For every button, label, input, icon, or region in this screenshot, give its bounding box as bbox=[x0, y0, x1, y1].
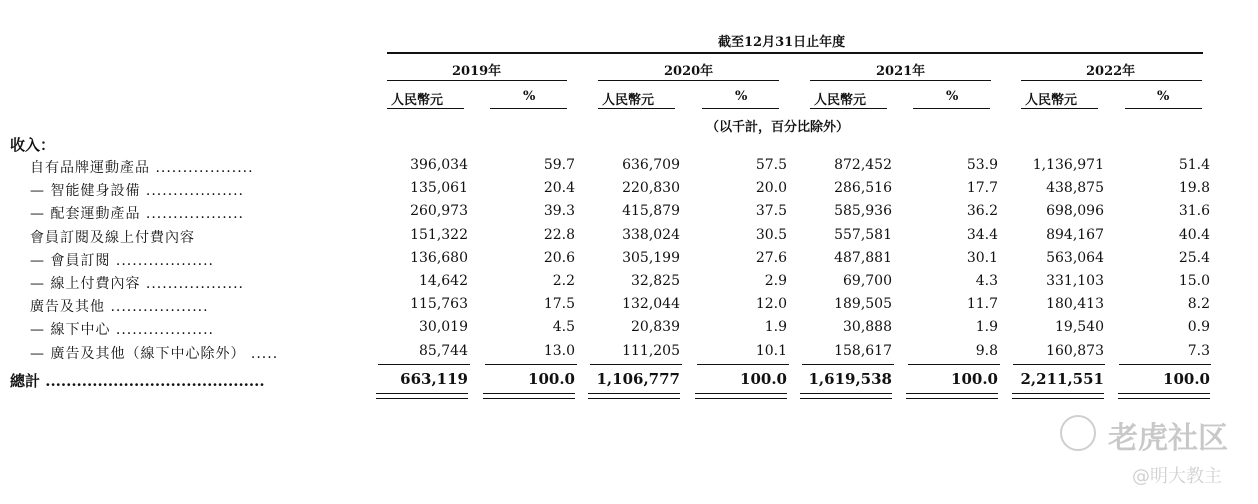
cell-percent: 40.4 bbox=[1178, 226, 1210, 243]
total-percent: 100.0 bbox=[951, 370, 998, 388]
cell-percent: 20.0 bbox=[755, 180, 787, 197]
double-rule-line bbox=[1012, 398, 1104, 399]
pre-total-rule-2022-rmb bbox=[1013, 364, 1105, 365]
double-rule-line bbox=[800, 393, 892, 394]
total-percent: 100.0 bbox=[528, 370, 575, 388]
cell-amount: 85,744 bbox=[419, 342, 468, 359]
cell-amount: 135,061 bbox=[410, 180, 468, 197]
cell-amount: 585,936 bbox=[834, 203, 892, 220]
cell-percent: 2.2 bbox=[552, 273, 575, 289]
row-label: — 線下中心 .................. bbox=[30, 322, 215, 339]
double-rule-line bbox=[1012, 393, 1104, 394]
pre-total-rule-2021-rmb bbox=[802, 364, 894, 365]
cell-amount: 396,034 bbox=[410, 157, 468, 173]
cell-amount: 894,167 bbox=[1046, 226, 1104, 243]
year-rule-2021 bbox=[810, 80, 991, 81]
watermark-author: @明大教主 bbox=[1132, 466, 1222, 487]
sub-rule-2021-pct bbox=[913, 108, 990, 109]
total-percent: 100.0 bbox=[1163, 370, 1210, 388]
total-amount: 1,106,777 bbox=[596, 370, 680, 388]
row-label: — 配套運動產品 .................. bbox=[30, 206, 245, 223]
sub-rule-2020-rmb bbox=[598, 108, 675, 109]
cell-percent: 25.4 bbox=[1178, 249, 1210, 266]
cell-amount: 136,680 bbox=[410, 249, 468, 266]
double-rule-line bbox=[906, 398, 998, 399]
row-label: 會員訂閱及線上付費內容 bbox=[30, 229, 195, 246]
cell-percent: 53.9 bbox=[966, 157, 998, 173]
double-rule-line bbox=[588, 393, 680, 394]
unit-note: （以千計，百分比除外） bbox=[706, 120, 850, 135]
cell-percent: 7.3 bbox=[1187, 342, 1210, 359]
cell-amount: 305,199 bbox=[622, 249, 680, 266]
year-rule-2022 bbox=[1021, 80, 1202, 81]
year-rule-2019 bbox=[387, 80, 567, 81]
row-label: — 智能健身設備 .................. bbox=[30, 183, 245, 200]
cell-percent: 0.9 bbox=[1187, 319, 1210, 336]
cell-amount: 189,505 bbox=[834, 296, 892, 313]
col-pct-2021: % bbox=[946, 89, 959, 104]
watermark-brand: 老虎社区 bbox=[1108, 421, 1228, 456]
sub-rule-2022-pct bbox=[1125, 108, 1202, 109]
cell-amount: 698,096 bbox=[1046, 203, 1104, 220]
cell-amount: 563,064 bbox=[1046, 249, 1104, 266]
watermark-logo-icon bbox=[1060, 415, 1096, 451]
cell-percent: 20.4 bbox=[543, 180, 575, 197]
total-amount: 2,211,551 bbox=[1020, 370, 1104, 388]
year-2021: 2021年 bbox=[876, 64, 926, 79]
cell-percent: 2.9 bbox=[764, 273, 787, 289]
sub-rule-2019-pct bbox=[490, 108, 567, 109]
cell-amount: 557,581 bbox=[834, 226, 892, 243]
total-amount: 1,619,538 bbox=[808, 370, 892, 388]
cell-percent: 4.3 bbox=[975, 273, 998, 289]
double-rule-line bbox=[376, 393, 468, 394]
cell-amount: 260,973 bbox=[410, 203, 468, 220]
sub-rule-2019-rmb bbox=[387, 108, 464, 109]
cell-percent: 37.5 bbox=[755, 203, 787, 220]
row-label: 自有品牌運動產品 .................. bbox=[30, 160, 254, 176]
double-rule-line bbox=[588, 398, 680, 399]
cell-percent: 8.2 bbox=[1187, 296, 1210, 313]
double-rule-line bbox=[483, 393, 575, 394]
cell-percent: 10.1 bbox=[755, 342, 787, 359]
cell-percent: 30.5 bbox=[755, 226, 787, 243]
cell-percent: 36.2 bbox=[966, 203, 998, 220]
cell-amount: 487,881 bbox=[834, 249, 892, 266]
year-2022: 2022年 bbox=[1086, 64, 1136, 79]
col-pct-2022: % bbox=[1157, 89, 1170, 104]
total-percent: 100.0 bbox=[740, 370, 787, 388]
cell-percent: 19.8 bbox=[1178, 180, 1210, 197]
cell-amount: 180,413 bbox=[1046, 296, 1104, 313]
cell-amount: 32,825 bbox=[631, 273, 680, 289]
cell-amount: 151,322 bbox=[410, 226, 468, 243]
row-label: — 廣告及其他（線下中心除外） ..... bbox=[30, 345, 279, 362]
pre-total-rule-2019-pct bbox=[485, 364, 577, 365]
cell-percent: 13.0 bbox=[543, 342, 575, 359]
pre-total-rule-2021-pct bbox=[908, 364, 1000, 365]
cell-percent: 57.5 bbox=[755, 157, 787, 173]
double-rule-line bbox=[483, 398, 575, 399]
pre-total-rule-2020-rmb bbox=[590, 364, 682, 365]
cell-amount: 158,617 bbox=[834, 342, 892, 359]
cell-percent: 30.1 bbox=[966, 249, 998, 266]
col-rmb-2022: 人民幣元 bbox=[1025, 93, 1078, 108]
cell-percent: 17.7 bbox=[966, 180, 998, 197]
row-label: — 會員訂閱 .................. bbox=[30, 252, 215, 269]
cell-amount: 331,103 bbox=[1046, 273, 1104, 289]
double-rule-line bbox=[1118, 393, 1210, 394]
cell-percent: 59.7 bbox=[543, 157, 575, 173]
cell-amount: 14,642 bbox=[419, 273, 468, 289]
cell-amount: 286,516 bbox=[834, 180, 892, 197]
sub-rule-2020-pct bbox=[702, 108, 779, 109]
cell-percent: 34.4 bbox=[966, 226, 998, 243]
col-pct-2019: % bbox=[523, 89, 536, 104]
year-2020: 2020年 bbox=[664, 64, 714, 79]
col-rmb-2021: 人民幣元 bbox=[814, 93, 867, 108]
double-rule-line bbox=[1118, 398, 1210, 399]
cell-amount: 160,873 bbox=[1046, 342, 1104, 359]
total-amount: 663,119 bbox=[400, 370, 468, 388]
cell-percent: 27.6 bbox=[755, 249, 787, 266]
cell-amount: 636,709 bbox=[622, 157, 680, 173]
year-2019: 2019年 bbox=[452, 64, 502, 79]
cell-amount: 872,452 bbox=[834, 157, 892, 173]
cell-amount: 438,875 bbox=[1046, 180, 1104, 197]
cell-percent: 12.0 bbox=[755, 296, 787, 313]
cell-percent: 20.6 bbox=[543, 249, 575, 266]
cell-amount: 30,019 bbox=[419, 319, 468, 336]
cell-percent: 22.8 bbox=[543, 226, 575, 243]
cell-percent: 1.9 bbox=[975, 319, 998, 336]
period-rule bbox=[387, 52, 1203, 54]
cell-amount: 111,205 bbox=[622, 342, 680, 359]
cell-percent: 17.5 bbox=[543, 296, 575, 313]
cell-percent: 11.7 bbox=[966, 296, 998, 313]
double-rule-line bbox=[376, 398, 468, 399]
cell-percent: 51.4 bbox=[1178, 157, 1210, 173]
cell-amount: 115,763 bbox=[410, 296, 468, 313]
pre-total-rule-2022-pct bbox=[1119, 364, 1211, 365]
section-title: 收入： bbox=[10, 136, 56, 154]
cell-amount: 220,830 bbox=[622, 180, 680, 197]
cell-amount: 20,839 bbox=[631, 319, 680, 336]
col-pct-2020: % bbox=[735, 89, 748, 104]
double-rule-line bbox=[800, 398, 892, 399]
year-rule-2020 bbox=[598, 80, 779, 81]
total-label: 總計 .......................................... bbox=[10, 372, 265, 390]
double-rule-line bbox=[906, 393, 998, 394]
col-rmb-2020: 人民幣元 bbox=[602, 93, 655, 108]
pre-total-rule-2019-rmb bbox=[378, 364, 470, 365]
cell-percent: 15.0 bbox=[1178, 273, 1210, 289]
double-rule-line bbox=[695, 393, 787, 394]
cell-amount: 415,879 bbox=[622, 203, 680, 220]
cell-amount: 132,044 bbox=[622, 296, 680, 313]
period-header: 截至12月31日止年度 bbox=[718, 35, 846, 50]
cell-amount: 19,540 bbox=[1055, 319, 1104, 336]
cell-percent: 31.6 bbox=[1178, 203, 1210, 220]
sub-rule-2021-rmb bbox=[810, 108, 887, 109]
cell-percent: 1.9 bbox=[764, 319, 787, 336]
cell-amount: 1,136,971 bbox=[1032, 157, 1104, 173]
row-label: — 線上付費內容 .................. bbox=[30, 276, 245, 292]
cell-amount: 30,888 bbox=[843, 319, 892, 336]
sub-rule-2022-rmb bbox=[1021, 108, 1098, 109]
cell-percent: 4.5 bbox=[552, 319, 575, 336]
cell-amount: 338,024 bbox=[622, 226, 680, 243]
cell-percent: 9.8 bbox=[975, 342, 998, 359]
row-label: 廣告及其他 .................. bbox=[30, 299, 209, 316]
col-rmb-2019: 人民幣元 bbox=[391, 93, 444, 108]
double-rule-line bbox=[695, 398, 787, 399]
cell-amount: 69,700 bbox=[843, 273, 892, 289]
cell-percent: 39.3 bbox=[543, 203, 575, 220]
pre-total-rule-2020-pct bbox=[697, 364, 789, 365]
